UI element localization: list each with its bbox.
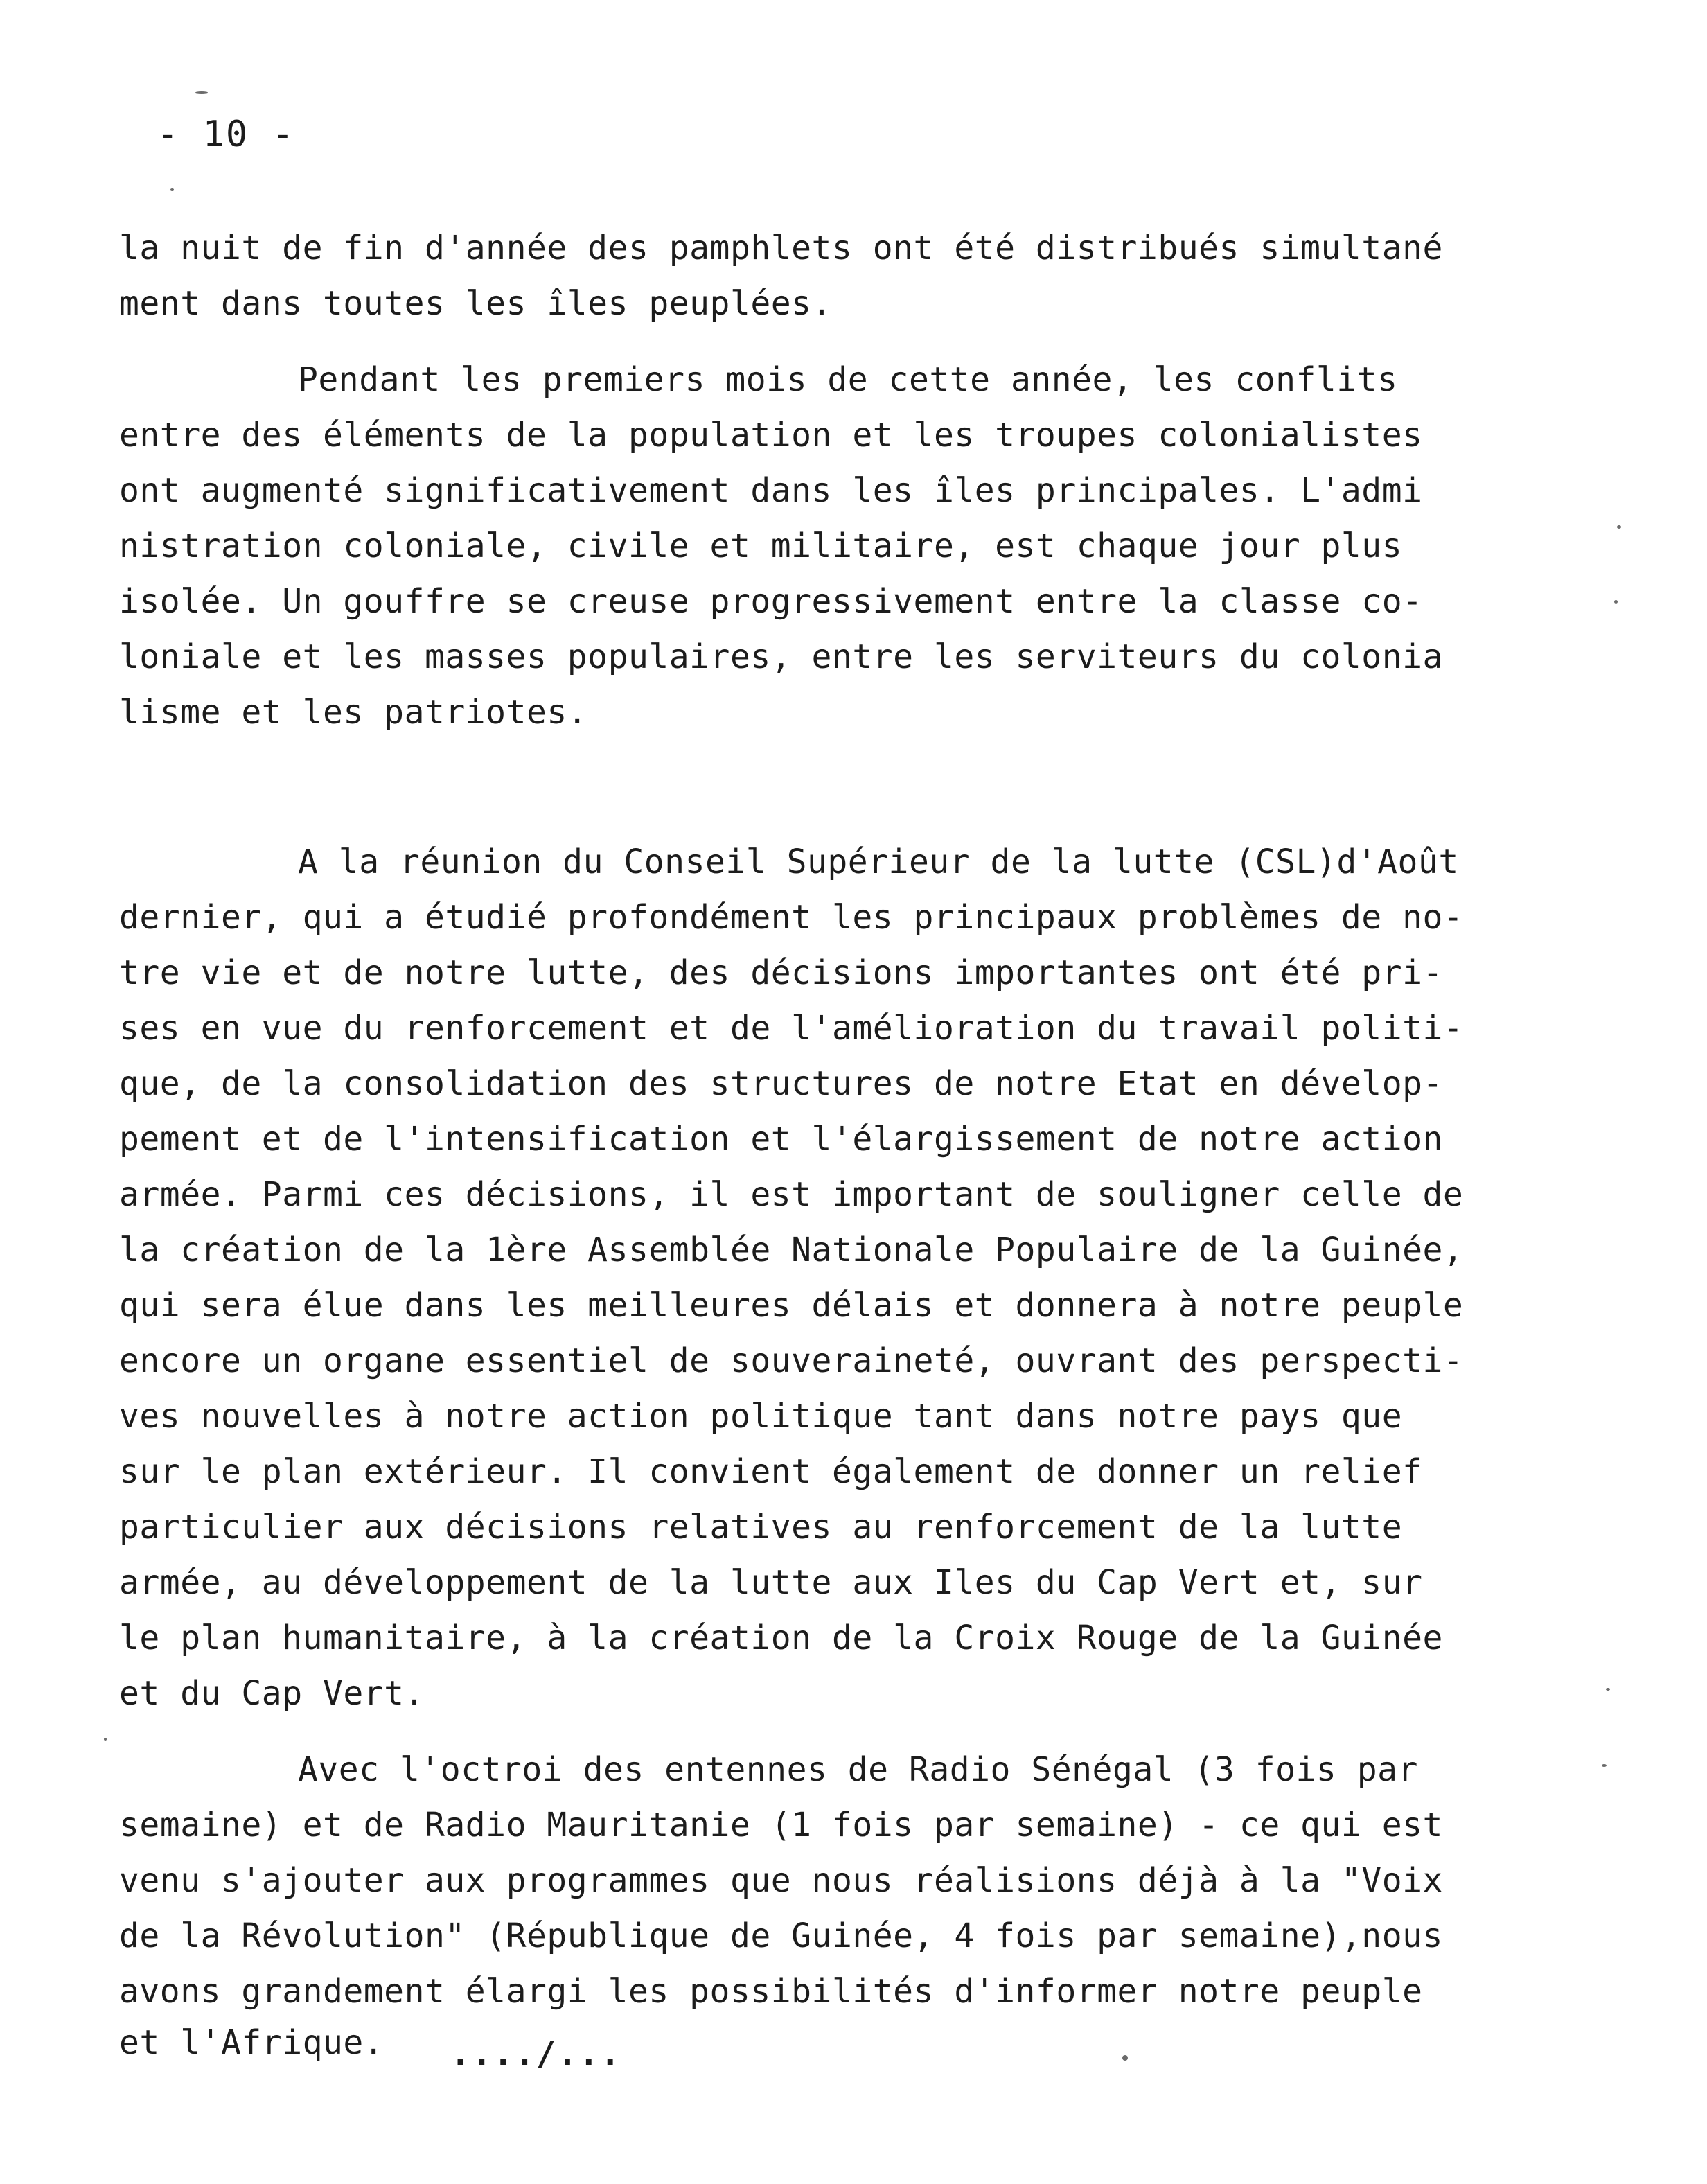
text-line: ves nouvelles à notre action politique tant dans notre pays que [119,1397,1403,1436]
text-line: le plan humanitaire, à la création de la Croix Rouge de la Guinée [119,1619,1443,1657]
text-line: loniale et les masses populaires, entre les serviteurs du colonia [119,637,1443,676]
text-line: et l'Afrique. [119,2023,384,2062]
text-line: de la Révolution" (République de Guinée, 4 fois par semaine),nous [119,1917,1443,1955]
text-line: la nuit de fin d'année des pamphlets ont été distribués simultané [119,229,1443,267]
text-line: ment dans toutes les îles peuplées. [119,284,832,323]
text-line: entre des éléments de la population et les troupes colonialistes [119,416,1423,455]
text-line: encore un organe essentiel de souveraineté, ouvrant des perspecti- [119,1341,1464,1380]
text-line: qui sera élue dans les meilleures délais et donnera à notre peuple [119,1286,1464,1325]
text-line: sur le plan extérieur. Il convient également de donner un relief [119,1452,1423,1491]
text-line: particulier aux décisions relatives au renforcement de la lutte [119,1508,1403,1547]
text-line: que, de la consolidation des structures de notre Etat en dévelop- [119,1064,1443,1103]
text-line: dernier, qui a étudié profondément les principaux problèmes de no- [119,898,1464,937]
text-line: et du Cap Vert. [119,1674,425,1713]
paragraph-4 [119,1742,1443,2066]
scan-speck [1614,600,1618,604]
scan-speck [195,91,208,94]
paragraph-2 [119,352,1443,740]
page-number: - 10 - [157,114,295,155]
text-line: A la réunion du Conseil Supérieur de la lutte (CSL)d'Août [298,843,1459,881]
scan-speck [1606,1688,1610,1691]
text-line: pement et de l'intensification et l'élargissement de notre action [119,1120,1443,1159]
scan-speck [1602,1764,1607,1767]
text-line: ont augmenté significativement dans les îles principales. L'admi [119,471,1423,510]
continuation-marker: ..../... [450,2034,622,2073]
text-line: armée, au développement de la lutte aux Iles du Cap Vert et, sur [119,1563,1423,1602]
text-line: semaine) et de Radio Mauritanie (1 fois par semaine) - ce qui est [119,1806,1443,1844]
scan-speck [104,1738,107,1741]
text-line: tre vie et de notre lutte, des décisions importantes ont été pri- [119,953,1443,992]
text-line: armée. Parmi ces décisions, il est important de souligner celle de [119,1175,1464,1214]
text-line: ses en vue du renforcement et de l'amélioration du travail politi- [119,1009,1464,1048]
text-line: Pendant les premiers mois de cette année, les conflits [298,360,1398,399]
paragraph-3 [119,834,1463,1721]
scan-speck [170,188,174,191]
text-line: la création de la 1ère Assemblée Nationale Populaire de la Guinée, [119,1231,1464,1269]
text-line: lisme et les patriotes. [119,693,588,732]
scan-speck [1122,2055,1128,2061]
text-line: venu s'ajouter aux programmes que nous réalisions déjà à la "Voix [119,1861,1443,1900]
text-line: avons grandement élargi les possibilités d'informer notre peuple [119,1972,1423,2011]
text-line: isolée. Un gouffre se creuse progressivement entre la classe co- [119,582,1423,621]
scan-speck [1617,525,1621,529]
text-line: Avec l'octroi des entennes de Radio Sénégal (3 fois par [298,1750,1418,1789]
text-line: nistration coloniale, civile et militaire, est chaque jour plus [119,527,1403,565]
paragraph-1 [119,220,1443,331]
